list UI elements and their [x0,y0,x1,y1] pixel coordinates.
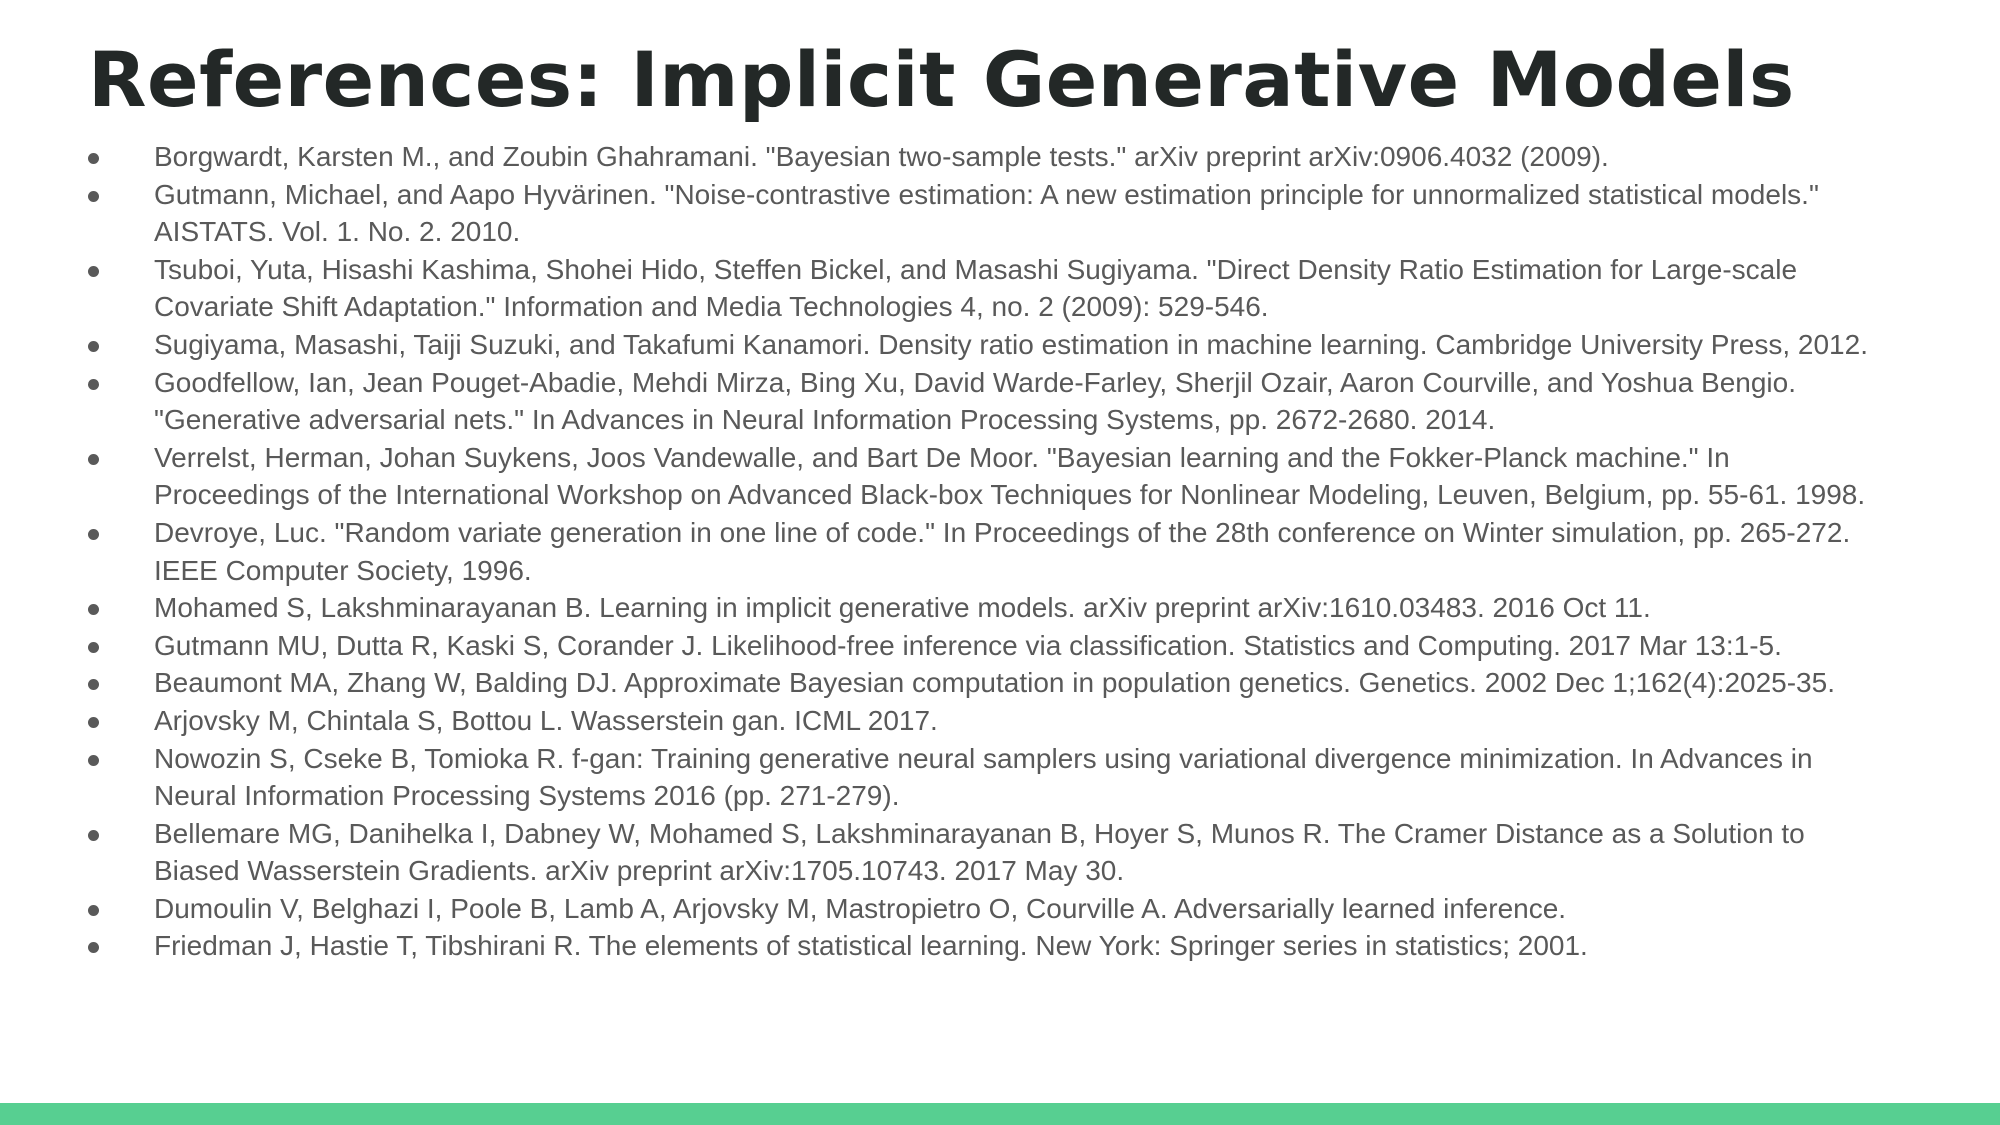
reference-item [88,439,1888,514]
footer-accent-bar [0,1103,2000,1125]
reference-item [88,627,1888,665]
reference-item [88,514,1888,589]
reference-text: Goodfellow, Ian, Jean Pouget-Abadie, Mehdi Mirza, Bing Xu, David Warde-Farley, Sherjil Ozair, Aaron Courville, and Yoshua Bengio. "Generative adversarial nets." In Advances in Neural Information Processing Systems, pp. 2672-2680. 2014. [154,366,1797,436]
bullet-icon [88,755,99,766]
reference-text: Arjovsky M, Chintala S, Bottou L. Wasserstein gan. ICML 2017. [154,704,938,736]
reference-text: Verrelst, Herman, Johan Suykens, Joos Vandewalle, and Bart De Moor. "Bayesian learning and the Fokker-Planck machine." In Proceedings of the International Workshop on Advanced Black-box Techniques for Nonlinear Modeling, Leuven, Belgium, pp. 55-61. 1998. [154,441,1866,511]
reference-text: Beaumont MA, Zhang W, Balding DJ. Approximate Bayesian computation in population genetics. Genetics. 2002 Dec 1;162(4):2025-35. [154,667,1835,699]
reference-text: Devroye, Luc. "Random variate generation in one line of code." In Proceedings of the 28th conference on Winter simulation, pp. 265-272. IEEE Computer Society, 1996. [154,516,1851,586]
reference-item [88,251,1888,326]
reference-item [88,176,1888,251]
reference-item [88,138,1888,176]
reference-item [88,927,1888,965]
reference-item [88,740,1888,815]
reference-text: Mohamed S, Lakshminarayanan B. Learning in implicit generative models. arXiv preprint arXiv:1610.03483. 2016 Oct 11. [154,592,1651,624]
bullet-icon [88,717,99,728]
reference-text: Bellemare MG, Danihelka I, Dabney W, Mohamed S, Lakshminarayanan B, Hoyer S, Munos R. The Cramer Distance as a Solution to Biased Wasserstein Gradients. arXiv preprint arXiv:1705.10743. 2017 May 30. [154,817,1805,887]
bullet-icon [88,905,99,916]
reference-item [88,702,1888,740]
reference-text: Tsuboi, Yuta, Hisashi Kashima, Shohei Hido, Steffen Bickel, and Masashi Sugiyama. "Direct Density Ratio Estimation for Large-scale Covariate Shift Adaptation." Information and Media Technologies 4, no. 2 (2009): 529-546. [154,253,1798,323]
bullet-icon [88,191,99,202]
bullet-icon [88,604,99,615]
reference-item [88,364,1888,439]
reference-item [88,815,1888,890]
reference-list [88,138,1888,965]
reference-text: Friedman J, Hastie T, Tibshirani R. The elements of statistical learning. New York: Springer series in statistics; 2001. [154,930,1588,962]
bullet-icon [88,341,99,352]
reference-text: Gutmann, Michael, and Aapo Hyvärinen. "Noise-contrastive estimation: A new estimation principle for unnormalized statistical models." AISTATS. Vol. 1. No. 2. 2010. [154,178,1819,248]
reference-text: Sugiyama, Masashi, Taiji Suzuki, and Takafumi Kanamori. Density ratio estimation in machine learning. Cambridge University Press, 2012. [154,328,1868,360]
reference-text: Borgwardt, Karsten M., and Zoubin Ghahramani. "Bayesian two-sample tests." arXiv preprint arXiv:0906.4032 (2009). [154,141,1609,172]
reference-text: Gutmann MU, Dutta R, Kaski S, Corander J. Likelihood-free inference via classification. Statistics and Computing. 2017 Mar 13:1-5. [154,629,1782,661]
bullet-icon [88,830,99,841]
bullet-icon [88,379,99,390]
bullet-icon [88,642,99,653]
bullet-icon [88,679,99,690]
bullet-icon [88,454,99,465]
reference-item [88,664,1888,702]
bullet-icon [88,942,99,953]
bullet-icon [88,153,99,164]
bullet-icon [88,529,99,540]
reference-item [88,890,1888,928]
reference-text: Nowozin S, Cseke B, Tomioka R. f-gan: Training generative neural samplers using variational divergence minimization. In Advances in Neural Information Processing Systems 2016 (pp. 271-279). [154,742,1813,812]
bullet-icon [88,266,99,277]
reference-item [88,326,1888,364]
slide-title: References: Implicit Generative Models [88,35,1795,124]
reference-text: Dumoulin V, Belghazi I, Poole B, Lamb A, Arjovsky M, Mastropietro O, Courville A. Adversarially learned inference. [154,892,1567,924]
reference-item [88,589,1888,627]
